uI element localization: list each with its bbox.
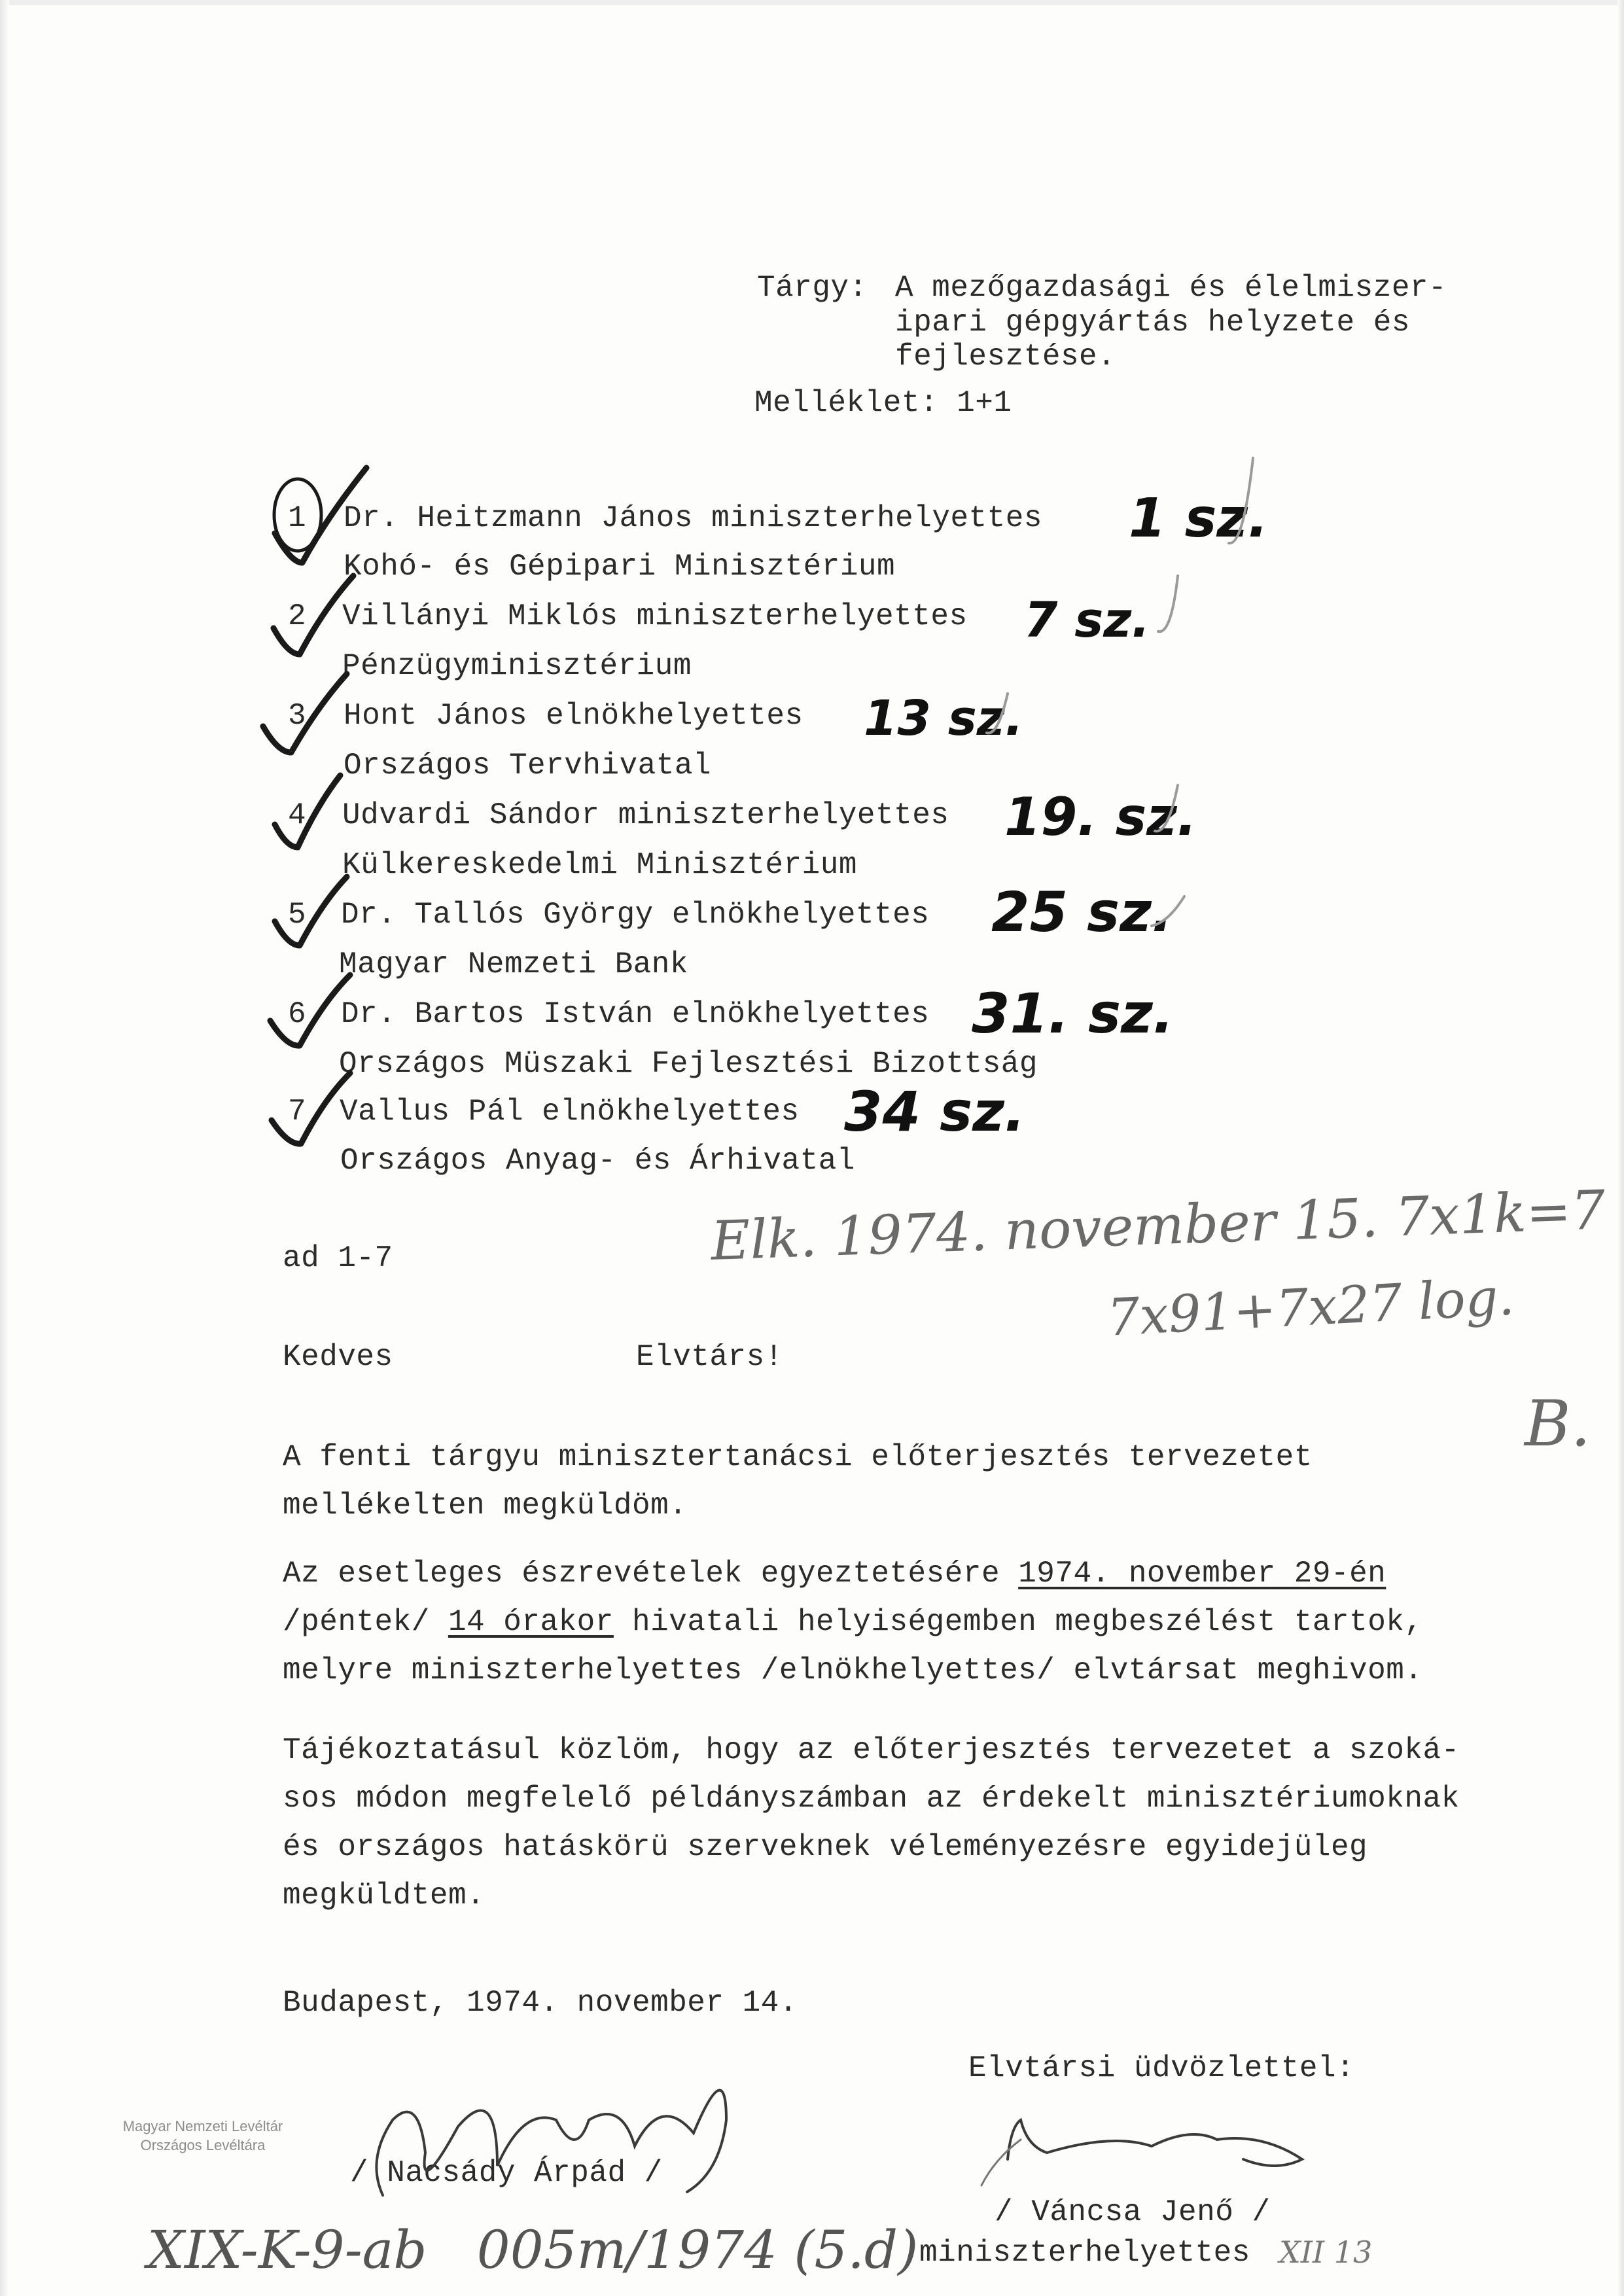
checkmark-icon — [275, 775, 340, 847]
paragraph-3-line-1: Tájékoztatásul közlöm, hogy az előterjesztés tervezetet a szoká- — [283, 1733, 1460, 1767]
recipient-serial-note: 25 sz. — [991, 880, 1173, 944]
recipient-name: Dr. Heitzmann János miniszterhelyettes — [344, 501, 1042, 535]
meeting-date: 1974. november 29-én — [1018, 1557, 1386, 1591]
recipient-num: 1 — [288, 501, 307, 535]
faint-tick-icon — [1152, 896, 1184, 926]
handwritten-dispatch-note: Elk. 1974. november 15. 7x1k=7 — [710, 1179, 1606, 1273]
recipient-name: Villányi Miklós miniszterhelyettes — [342, 599, 968, 633]
checkmark-icon — [263, 674, 347, 752]
checkmark-icon — [272, 1073, 350, 1144]
recipient-name: Dr. Bartos István elnökhelyettes — [341, 997, 930, 1031]
recipient-num: 2 — [288, 599, 307, 633]
recipient-office: Pénzügyminisztérium — [342, 649, 692, 683]
recipient-office: Külkereskedelmi Minisztérium — [342, 848, 857, 882]
signatory-left: / Nacsády Árpád / — [350, 2156, 663, 2190]
checkmark-icon — [275, 877, 347, 945]
recipient-office: Országos Anyag- és Árhivatal — [340, 1144, 855, 1178]
paragraph-2-line-1: Az esetleges észrevételek egyeztetésére 1974. november 29-én — [283, 1557, 1386, 1591]
checkmark-icon — [274, 576, 353, 654]
faint-tick-icon — [1158, 576, 1178, 631]
signatory-right-title: miniszterhelyettes — [919, 2236, 1250, 2270]
paragraph-3-line-4: megküldtem. — [283, 1879, 485, 1913]
recipient-num: 3 — [288, 699, 307, 733]
faint-tick-icon — [1155, 785, 1178, 831]
paragraph-3-line-3: és országos hatáskörü szerveknek véleményezésre egyidejüleg — [283, 1830, 1368, 1864]
signature-left — [376, 2091, 726, 2195]
subject-line-2: ipari gépgyártás helyzete és — [895, 306, 1410, 340]
recipient-serial-note: 19. sz. — [1004, 786, 1197, 847]
subject-label: Tárgy: — [757, 271, 868, 305]
recipient-office: Országos Tervhivatal — [344, 749, 712, 783]
recipient-name: Hont János elnökhelyettes — [344, 699, 803, 733]
attachment-line: Melléklet: 1+1 — [754, 386, 1012, 420]
paragraph-1-line-2: mellékelten megküldöm. — [283, 1489, 688, 1523]
recipient-serial-note: 31. sz. — [972, 981, 1174, 1046]
paragraph-2-line-3: melyre miniszterhelyettes /elnökhelyettes/ elvtársat meghivom. — [283, 1653, 1423, 1687]
recipient-name: Udvardi Sándor miniszterhelyettes — [342, 798, 949, 832]
recipient-num: 5 — [288, 898, 307, 932]
subject-line-1: A mezőgazdasági és élelmiszer- — [895, 271, 1447, 305]
faint-tick-icon — [987, 694, 1008, 733]
salutation-left: Kedves — [283, 1340, 393, 1374]
handwritten-corner-note: XII 13 — [1279, 2234, 1373, 2270]
paragraph-3-line-2: sos módon megfelelő példányszámban az érdekelt minisztériumoknak — [283, 1782, 1460, 1816]
recipient-num: 7 — [288, 1095, 307, 1129]
place-date: Budapest, 1974. november 14. — [283, 1986, 798, 2020]
subject-line-3: fejlesztése. — [895, 340, 1116, 374]
recipient-num: 6 — [288, 997, 307, 1031]
recipient-name: Dr. Tallós György elnökhelyettes — [341, 898, 930, 932]
recipient-serial-note: 13 sz. — [864, 690, 1023, 747]
faint-tick-icon — [1229, 458, 1253, 543]
signatory-right-name: / Váncsa Jenő / — [995, 2195, 1271, 2229]
salutation-right: Elvtárs! — [636, 1340, 783, 1374]
closing: Elvtársi üdvözlettel: — [968, 2051, 1355, 2085]
recipient-num: 4 — [288, 798, 307, 832]
paragraph-1-line-1: A fenti tárgyu minisztertanácsi előterjesztés tervezetet — [283, 1440, 1313, 1474]
signature-right — [1008, 2120, 1302, 2166]
recipient-office: Országos Müszaki Fejlesztési Bizottság — [339, 1047, 1038, 1081]
recipient-serial-note: 34 sz. — [844, 1080, 1025, 1144]
recipient-serial-note: 1 sz. — [1129, 487, 1269, 550]
handwritten-copies-note: 7x91+7x27 log. — [1106, 1267, 1516, 1348]
checkmark-icon — [270, 975, 350, 1046]
ad-line: ad 1-7 — [283, 1241, 393, 1275]
recipient-serial-note: 7 sz. — [1024, 592, 1150, 648]
archive-stamp: Magyar Nemzeti Levéltár Országos Levéltára — [122, 2118, 283, 2153]
meeting-time: 14 órakor — [448, 1605, 614, 1639]
recipient-office: Kohó- és Gépipari Minisztérium — [344, 550, 896, 584]
handwritten-archive-reference: XIX-K-9-ab 005m/1974 (5.d) — [147, 2219, 919, 2280]
paragraph-2-line-2: /péntek/ 14 órakor hivatali helyiségemben megbeszélést tartok, — [283, 1605, 1423, 1639]
handwritten-initial: B. — [1525, 1387, 1591, 1460]
recipient-name: Vallus Pál elnökhelyettes — [340, 1095, 800, 1129]
recipient-office: Magyar Nemzeti Bank — [339, 947, 688, 981]
